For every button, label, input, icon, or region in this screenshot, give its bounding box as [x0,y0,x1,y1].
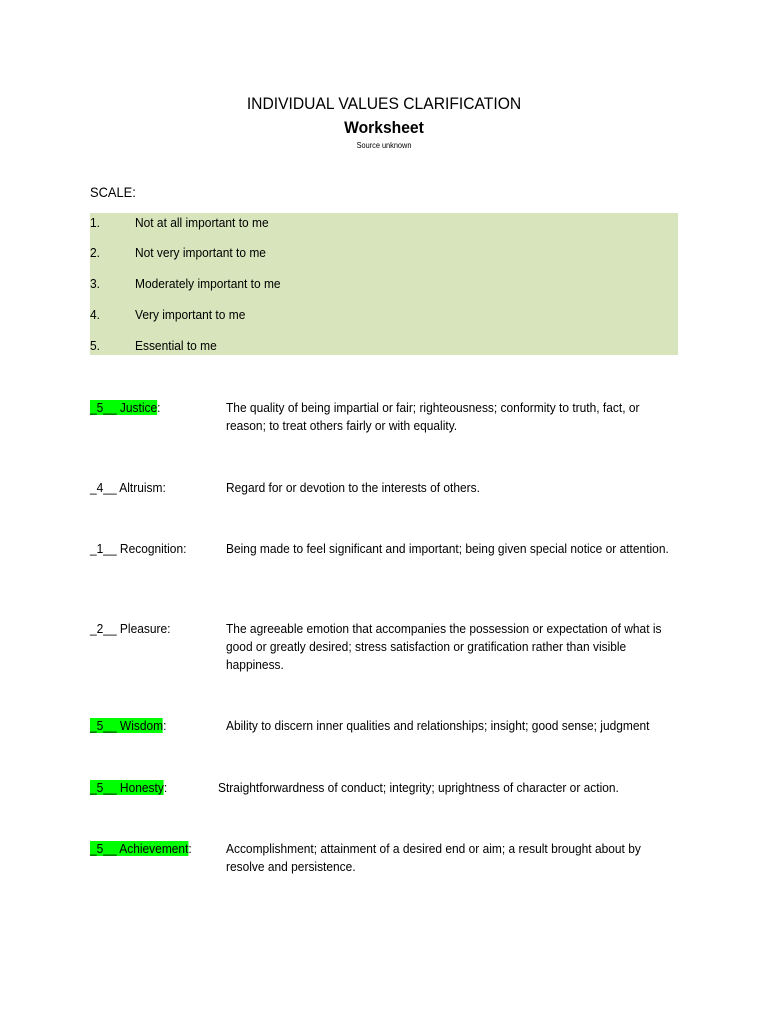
scale-item-number: 3. [90,276,100,291]
scale-item [90,274,678,294]
value-definition: Ability to discern inner qualities and relationships; insight; good sense; judgment [226,718,650,733]
scale-item [90,213,678,233]
value-definition: Straightforwardness of conduct; integrity; uprightness of character or action. [218,780,619,795]
scale-item [90,243,678,263]
value-term [90,717,166,735]
value-rating-label: _1__ Recognition [90,541,184,556]
scale-item-number: 1. [90,215,100,230]
scale-item-label: Essential to me [135,338,217,353]
value-rating-label: _5__ Justice [90,400,158,415]
value-definition: The agreeable emotion that accompanies the possession or expectation of what is good or greatly desired; stress satisfaction or gratification rather than visible happiness. [226,621,662,672]
value-definition: The quality of being impartial or fair; righteousness; conformity to truth, fact, or reason; to treat others fairly or with equality. [226,400,640,433]
value-term [90,540,186,558]
value-term-colon: : [162,480,166,495]
scale-item-label: Moderately important to me [135,276,281,291]
source-note: Source unknown [356,141,412,150]
value-definition: Being made to feel significant and important; being given special notice or attention. [226,541,669,556]
scale-item-number: 4. [90,307,100,322]
document-title: INDIVIDUAL VALUES CLARIFICATION [246,94,522,113]
value-term-colon: : [157,400,161,415]
value-rating-label: _2__ Pleasure [90,621,168,636]
value-definition: Accomplishment; attainment of a desired end or aim; a result brought about by resolve and persistence. [226,841,641,874]
value-term [90,479,166,497]
scale-item [90,336,678,356]
value-term-colon: : [183,541,187,556]
value-term [90,779,167,797]
value-term-colon: : [167,621,171,636]
value-definition: Regard for or devotion to the interests of others. [226,480,480,495]
value-term-colon: : [188,841,192,856]
scale-item-label: Not very important to me [135,245,266,260]
scale-list [90,213,678,355]
value-term [90,840,192,858]
scale-item-label: Not at all important to me [135,215,269,230]
scale-item-number: 2. [90,245,100,260]
document-subtitle: Worksheet [344,118,424,137]
scale-item-label: Very important to me [135,307,246,322]
value-rating-label: _5__ Honesty [90,780,164,795]
value-rating-label: _4__ Altruism [90,480,163,495]
value-rating-label: _5__ Wisdom [90,718,164,733]
value-term-colon: : [163,718,167,733]
value-term [90,620,170,638]
value-rating-label: _5__ Achievement [90,841,189,856]
scale-heading: SCALE: [90,184,136,200]
value-term [90,399,160,417]
scale-item [90,305,678,325]
value-term-colon: : [163,780,168,795]
scale-item-number: 5. [90,338,100,353]
